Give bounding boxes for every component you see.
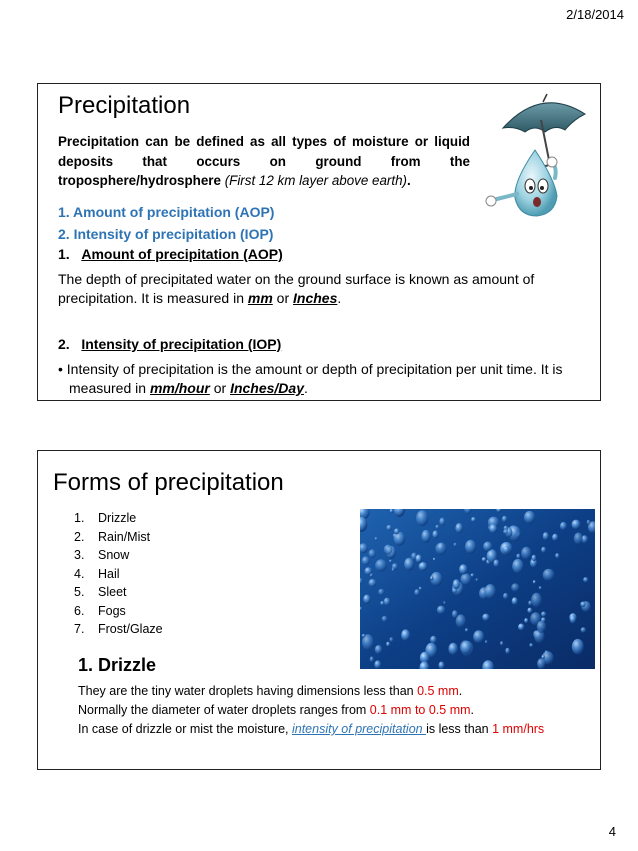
umbrella-water-drop-icon [473, 90, 593, 220]
list-item: 2. Rain/Mist [74, 529, 151, 544]
list-item: 5. Sleet [74, 585, 127, 599]
drizzle-line-2: Normally the diameter of water droplets ranges from 0.1 mm to 0.5 mm. [78, 703, 475, 717]
list-item: 7. Frost/Glaze [74, 622, 163, 636]
section-heading-aop: 1. Amount of precipitation (AOP) [58, 246, 283, 262]
page-number: 4 [608, 824, 616, 839]
slide-precipitation [37, 83, 601, 401]
precipitation-measures-list [58, 202, 274, 245]
drizzle-line-3: In case of drizzle or mist the moisture, intensity of precipitation is less than 1 mm/hrs [78, 722, 545, 736]
list-item: 4. Hail [74, 566, 120, 581]
definition-text: Precipitation can be defined as all types of moisture or liquid deposits that occurs on ground from the troposphere/hydrosphere (First 12 km layer above earth). [58, 134, 470, 188]
aop-description: The depth of precipitated water on the ground surface is known as amount of precipitation. It is measured in mm or Inches. [58, 271, 535, 306]
list-item: 3. Snow [74, 548, 130, 562]
intensity-link[interactable]: intensity of precipitation [291, 722, 427, 736]
forms-list [74, 509, 163, 639]
water-droplets-image [360, 509, 595, 669]
drizzle-line-1: They are the tiny water droplets having dimensions less than 0.5 mm. [78, 684, 463, 698]
slide-forms-of-precipitation [37, 450, 601, 770]
slide-title: Forms of precipitation [53, 469, 284, 496]
slide-title: Precipitation [58, 92, 191, 119]
section-heading-iop: 2. Intensity of precipitation (IOP) [58, 336, 282, 352]
iop-description: • Intensity of precipitation is the amount or depth of precipitation per unit time. It is measured in mm/hour or Inches/Day. [58, 361, 563, 396]
list-item: 1. Amount of precipitation (AOP) [58, 204, 275, 220]
list-item: 1. Drizzle [74, 511, 137, 525]
list-item: 6. Fogs [74, 603, 126, 618]
date-stamp: 2/18/2014 [566, 7, 624, 22]
list-item: 2. Intensity of precipitation (IOP) [58, 225, 274, 242]
drizzle-heading: 1. Drizzle [78, 655, 157, 675]
